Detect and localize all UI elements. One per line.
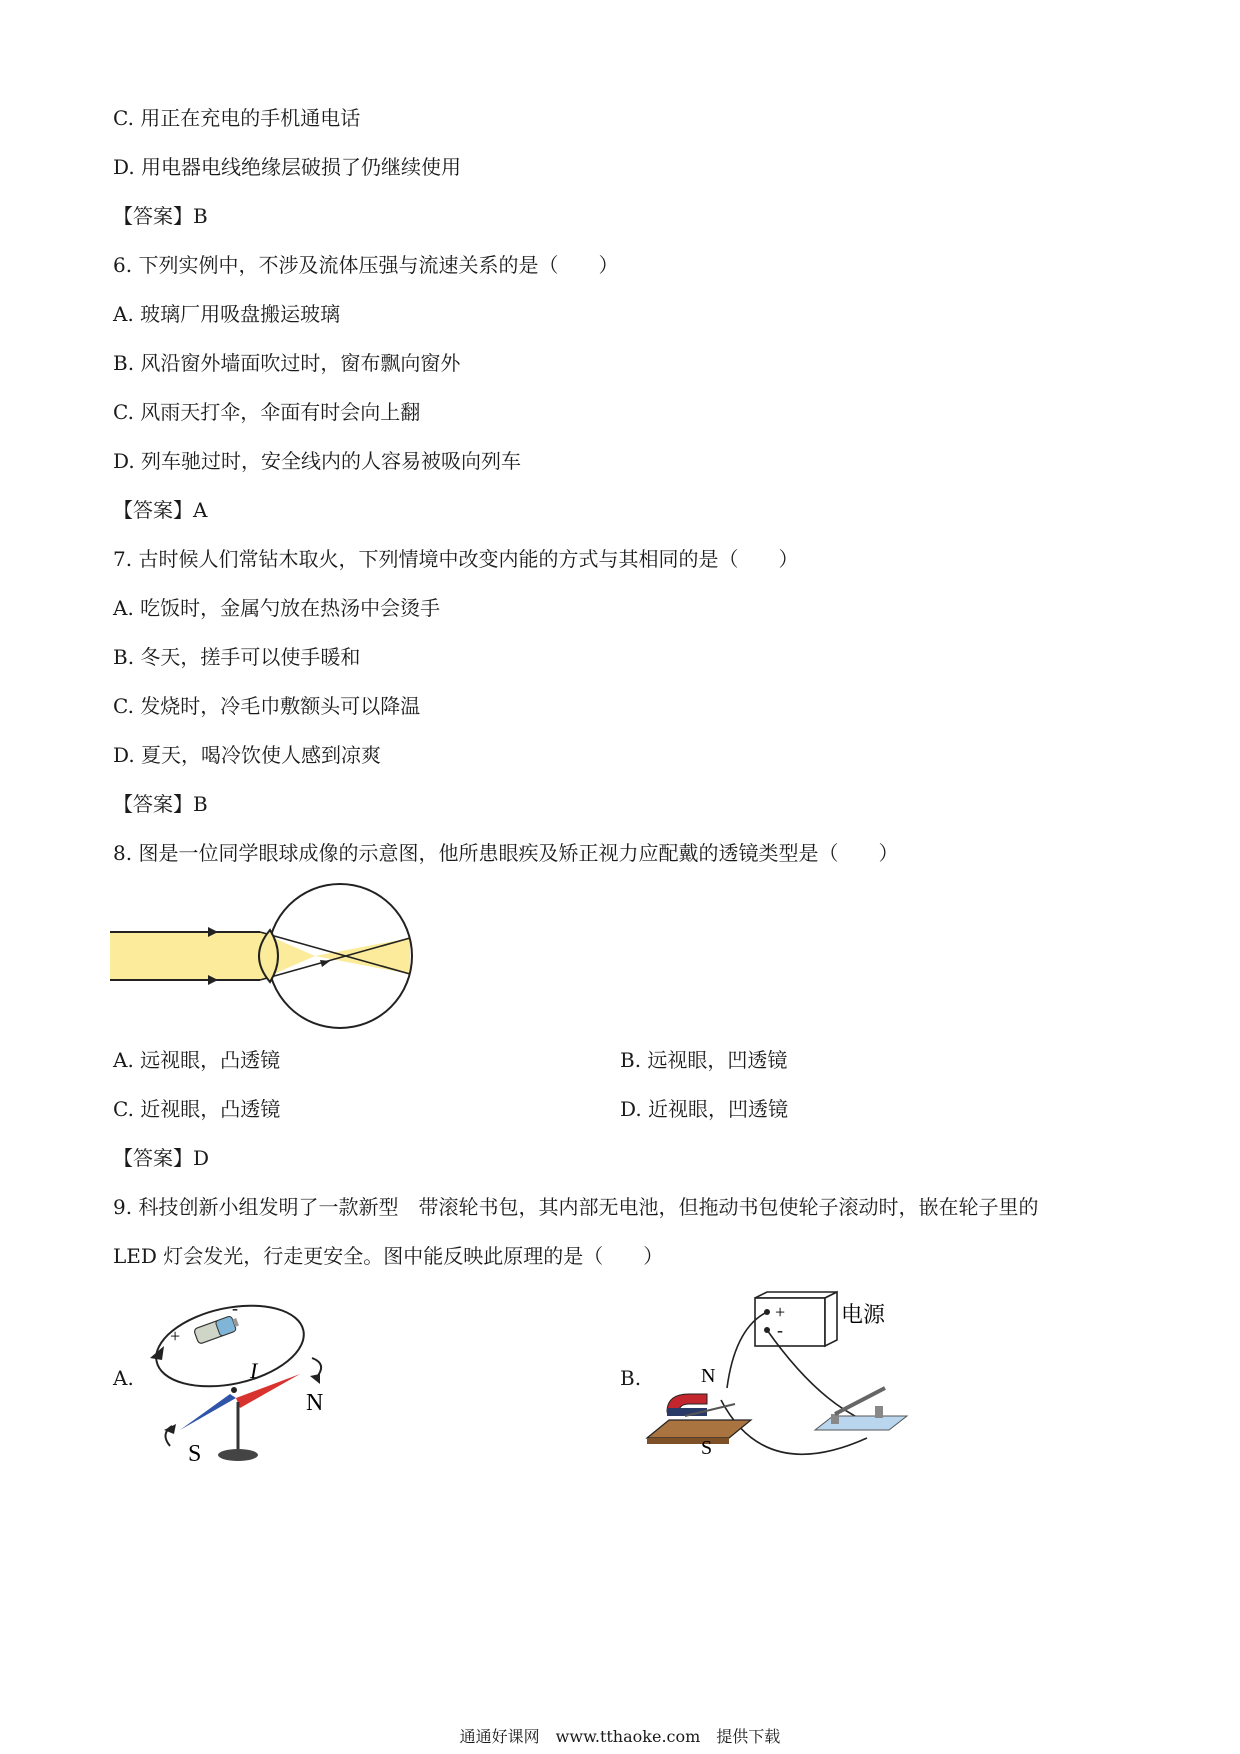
power-supply-top (755, 1292, 837, 1298)
oersted-experiment-figure (150, 1298, 350, 1463)
q6-option-d: D. 列车驰过时，安全线内的人容易被吸向列车 (113, 449, 522, 473)
compass-needle-north (236, 1374, 300, 1408)
q7-option-a: A. 吃饭时，金属勺放在热汤中会烫手 (113, 596, 441, 620)
q8-option-a: A. 远视眼，凸透镜 (113, 1048, 281, 1072)
q7-question: 7. 古时候人们常钻木取火，下列情境中改变内能的方式与其相同的是（ ） (113, 547, 799, 571)
q6-question: 6. 下列实例中，不涉及流体压强与流速关系的是（ ） (113, 253, 619, 277)
fig-a-label: A. (113, 1366, 134, 1390)
power-supply-label: 电源 (841, 1303, 886, 1328)
south-label: S (188, 1441, 202, 1463)
magnet-north-label: N (701, 1365, 716, 1387)
wire-loop (150, 1298, 311, 1399)
battery-plus-label: + (170, 1326, 181, 1346)
q8-answer: 【答案】D (113, 1146, 210, 1170)
q8-option-d: D. 近视眼，凹透镜 (620, 1097, 789, 1121)
magnet-base (647, 1420, 751, 1438)
q8-question: 8. 图是一位同学眼球成像的示意图，他所患眼疾及矫正视力应配戴的透镜类型是（ ） (113, 841, 899, 865)
q9-question-line2: LED 灯会发光，行走更安全。图中能反映此原理的是（ ） (113, 1244, 664, 1268)
page-footer: 通通好课网 www.tthaoke.com 提供下载 (459, 1727, 781, 1746)
battery-icon (193, 1314, 240, 1344)
q7-option-c: C. 发烧时，冷毛巾敷额头可以降温 (113, 694, 421, 718)
q6-answer: 【答案】A (113, 498, 208, 522)
compass-needle-south (180, 1394, 236, 1430)
arrow-icon (320, 960, 330, 967)
q7-option-b: B. 冬天，搓手可以使手暖和 (113, 645, 361, 669)
light-cone-after-focus (315, 938, 410, 974)
electromagnetic-circuit-figure (645, 1288, 925, 1468)
power-minus-label: - (777, 1320, 783, 1340)
q5-option-d: D. 用电器电线绝缘层破损了仍继续使用 (113, 155, 462, 179)
magnet-south-label: S (701, 1437, 713, 1459)
q7-answer: 【答案】B (113, 792, 208, 816)
power-plus-label: + (775, 1302, 786, 1322)
switch-base (815, 1416, 907, 1430)
q5-answer: 【答案】B (113, 204, 208, 228)
north-label: N (306, 1390, 324, 1416)
q6-option-c: C. 风雨天打伞，伞面有时会向上翻 (113, 400, 421, 424)
q8-option-c: C. 近视眼，凸透镜 (113, 1097, 281, 1121)
q5-option-c: C. 用正在充电的手机通电话 (113, 106, 361, 130)
q7-option-d: D. 夏天，喝冷饮使人感到凉爽 (113, 743, 382, 767)
power-supply-box (755, 1298, 825, 1346)
fig-b-label: B. (620, 1366, 642, 1390)
q9-question-line1: 9. 科技创新小组发明了一款新型 带滚轮书包，其内部无电池，但拖动书包使轮子滚动时，嵌在轮子里的 (113, 1195, 1039, 1219)
q6-option-b: B. 风沿窗外墙面吹过时，窗布飘向窗外 (113, 351, 461, 375)
battery-minus-label: - (232, 1298, 238, 1318)
eye-diagram (110, 880, 420, 1030)
q8-option-b: B. 远视眼，凹透镜 (620, 1048, 788, 1072)
q6-option-a: A. 玻璃厂用吸盘搬运玻璃 (113, 302, 341, 326)
compass-stand (218, 1449, 258, 1461)
current-label: I (250, 1358, 258, 1383)
